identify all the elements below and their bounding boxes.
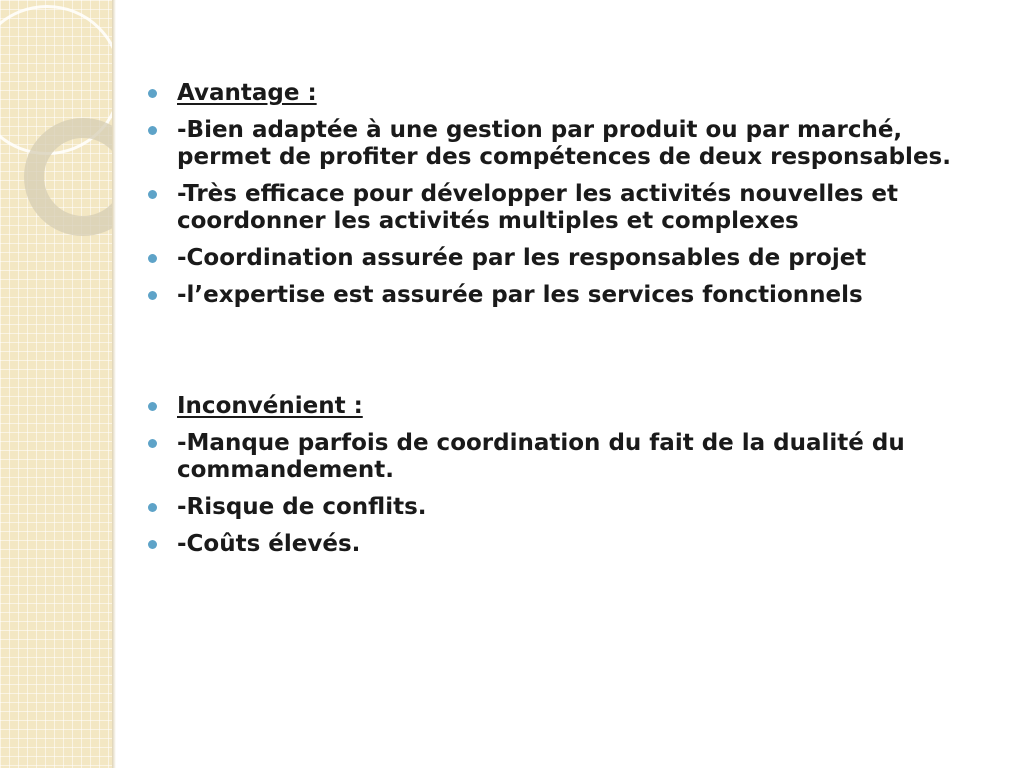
list-item (146, 494, 996, 521)
list-item (146, 117, 996, 171)
section-spacer (146, 319, 996, 393)
advantages-heading (146, 80, 996, 107)
bullet-icon (148, 254, 157, 263)
disadvantage-text: -Risque de conflits. (177, 494, 427, 520)
decorative-sidebar (0, 0, 112, 768)
advantages-list (146, 80, 996, 309)
bullet-icon (148, 190, 157, 199)
list-item (146, 531, 996, 558)
bullet-icon (148, 291, 157, 300)
list-item (146, 282, 996, 309)
list-item (146, 181, 996, 235)
advantage-text: -Coordination assurée par les responsables de projet (177, 245, 867, 271)
bullet-icon (148, 439, 157, 448)
sidebar-shadow (112, 0, 116, 768)
disadvantage-text: -Manque parfois de coordination du fait de la dualité du commandement. (177, 430, 905, 483)
list-item (146, 245, 996, 272)
disadvantage-text: -Coûts élevés. (177, 531, 361, 557)
advantage-text: -Bien adaptée à une gestion par produit ou par marché, permet de profiter des compétences de deux responsables. (177, 117, 951, 170)
bullet-icon (148, 126, 157, 135)
bullet-icon (148, 402, 157, 411)
bullet-icon (148, 89, 157, 98)
bullet-icon (148, 503, 157, 512)
advantage-text: -Très efficace pour développer les activités nouvelles et coordonner les activités multiples et complexes (177, 181, 898, 234)
advantages-heading-text: Avantage : (177, 80, 317, 106)
slide-content (146, 80, 996, 568)
disadvantages-heading-text: Inconvénient : (177, 393, 363, 419)
disadvantages-list (146, 393, 996, 558)
list-item (146, 430, 996, 484)
disadvantages-heading (146, 393, 996, 420)
advantage-text: -l’expertise est assurée par les services fonctionnels (177, 282, 863, 308)
bullet-icon (148, 540, 157, 549)
